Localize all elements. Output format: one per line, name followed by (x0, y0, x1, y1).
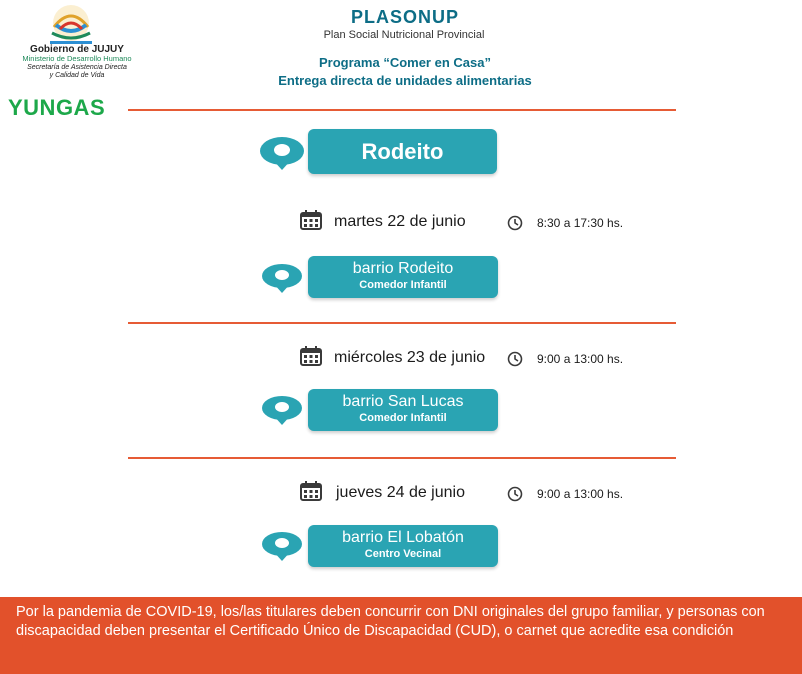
calendar-icon (300, 346, 322, 366)
location-pin-icon (258, 135, 306, 171)
schedule-time: 8:30 a 17:30 hs. (537, 216, 624, 230)
location-pin-icon (260, 530, 304, 562)
schedule-time: 9:00 a 13:00 hs. (537, 352, 624, 366)
brand-subtitle: Plan Social Nutricional Provincial (323, 29, 485, 41)
divider (128, 457, 676, 459)
clock-icon (507, 215, 523, 231)
venue-name: Comedor Infantil (359, 279, 447, 291)
brand-title: PLASONUP (350, 7, 459, 27)
footer-note: Por la pandemia de COVID-19, los/las titulares deben concurrir con DNI originales del grupo familiar, y personas con discapacidad deben presentar el Certificado Único de Discapacidad (CUD), o carnet que acredite esa condición (16, 604, 765, 639)
schedule-date: jueves 24 de junio (336, 484, 465, 501)
schedule-date: miércoles 23 de junio (334, 349, 486, 366)
program-subtitle: Entrega directa de unidades alimentarias (278, 73, 532, 88)
logo-secretariat-text-2: y Calidad de Vida (49, 72, 105, 79)
location-pin-icon (260, 394, 304, 426)
program-title: Programa “Comer en Casa” (319, 55, 491, 70)
jujuy-government-emblem-icon (42, 3, 100, 47)
footer-banner (0, 597, 802, 674)
logo-secretariat-text: Secretaría de Asistencia Directa (27, 64, 127, 71)
venue-name: Centro Vecinal (364, 548, 442, 560)
location-box: Rodeito (308, 129, 497, 174)
place-name: barrio El Lobatón (342, 529, 464, 546)
logo-ministry-text: Ministerio de Desarrollo Humano (22, 54, 132, 63)
divider (128, 322, 676, 324)
region-title: YUNGAS (8, 95, 106, 120)
calendar-icon (300, 210, 322, 230)
clock-icon (507, 351, 523, 367)
clock-icon (507, 486, 523, 502)
place-box (308, 525, 498, 567)
calendar-icon (300, 481, 322, 501)
place-name: barrio Rodeito (352, 260, 454, 277)
location-pin-icon (260, 262, 304, 294)
place-box (308, 389, 498, 431)
place-name: barrio San Lucas (342, 393, 464, 410)
schedule-time: 9:00 a 13:00 hs. (537, 487, 624, 501)
logo-org-text: Gobierno de JUJUY (30, 44, 124, 55)
schedule-date: martes 22 de junio (334, 213, 466, 230)
place-box (308, 256, 498, 298)
venue-name: Comedor Infantil (359, 412, 447, 424)
divider (128, 109, 676, 111)
